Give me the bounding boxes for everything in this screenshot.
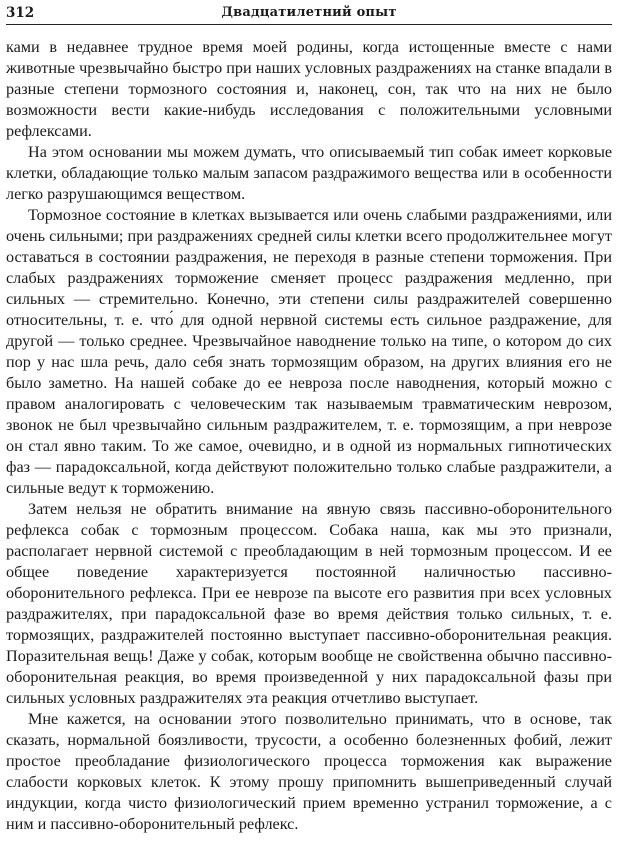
paragraph: На этом основании мы можем думать, что описываемый тип собак имеет корковые клетки, обладающие только малым запасом раздражимого вещества или в особенности легко разрушающимся веществом. [6,143,612,203]
page-header [6,2,612,25]
paragraph: Тормозное состояние в клетках вызывается или очень слабыми раздражениями, или очень сильными; при раздражениях средней силы клетки всего продолжительнее могут оставаться в состоянии раздражения, не переходя в разные степени торможения. При слабых раздражениях торможение сменяет процесс раздражения медленно, при сильных — стремительно. Конечно, эти степени силы раздражителей совершенно относительны, т. е. что́ для одной нервной системы есть сильное раздражение, для другой — только среднее. Чрезвычайное наводнение только на типе, о котором до сих пор у нас шла речь, дало себя знать тормозящим образом, на других влияния его не было заметно. На нашей собаке до ее невроза после наводнения, который можно с правом аналогировать с человеческим так называемым травматическим неврозом, звонок не был чрезвычайно сильным раздражителем, т. е. тормозящим, а при неврозе он стал явно таким. То же самое, очевидно, и в одной из нормальных гипнотических фаз — парадоксальной, когда действуют положительно только слабые раздражители, а сильные ведут к торможению. [6,206,612,497]
body-text [6,37,612,835]
running-title: Двадцатилетний опыт [221,5,397,20]
paragraph-continued: ками в недавнее трудное время моей родины, когда истощенные вместе с нами животные чрезвычайно быстро при наших условных раздражениях на станке впадали в разные степени тормозного состояния и, наконец, сон, так что на них не было возможности вести какие-нибудь исследования с положительными условными рефлексами. [6,38,612,140]
paragraph: Затем нельзя не обратить внимание на явную связь пассивно-оборонительного рефлекса собак с тормозным процессом. Собака наша, как мы это признали, располагает нервной системой с преобладающим в ней тормозным процессом. И ее общее поведение характеризуется постоянной наличностью пассивно-оборонительного рефлекса. При ее неврозе па высоте его развития при всех условных раздражителях, при парадоксальной фазе во время действия только сильных, т. е. тормозящих, раздражителей постоянно выступает пассивно-оборонительная реакция. Поразительная вещь! Даже у собак, которым вообще не свойственна обычно пассивно-оборонительная реакция, во время произведенной у них парадоксальной фазы при сильных условных раздражителях эта реакция отчетливо выступает. [6,500,612,707]
book-page [6,2,612,835]
page-number: 312 [6,5,35,21]
paragraph: Мне кажется, на основании этого позволительно принимать, что в основе, так сказать, нормальной боязливости, трусости, а особенно болезненных фобий, лежит простое преобладание физиологического процесса торможения как выражение слабости корковых клеток. К этому прошу припомнить вышеприведенный случай индукции, когда чисто физиологический прием временно устранил торможение, а с ним и пассивно-оборонительный рефлекс. [6,710,612,833]
